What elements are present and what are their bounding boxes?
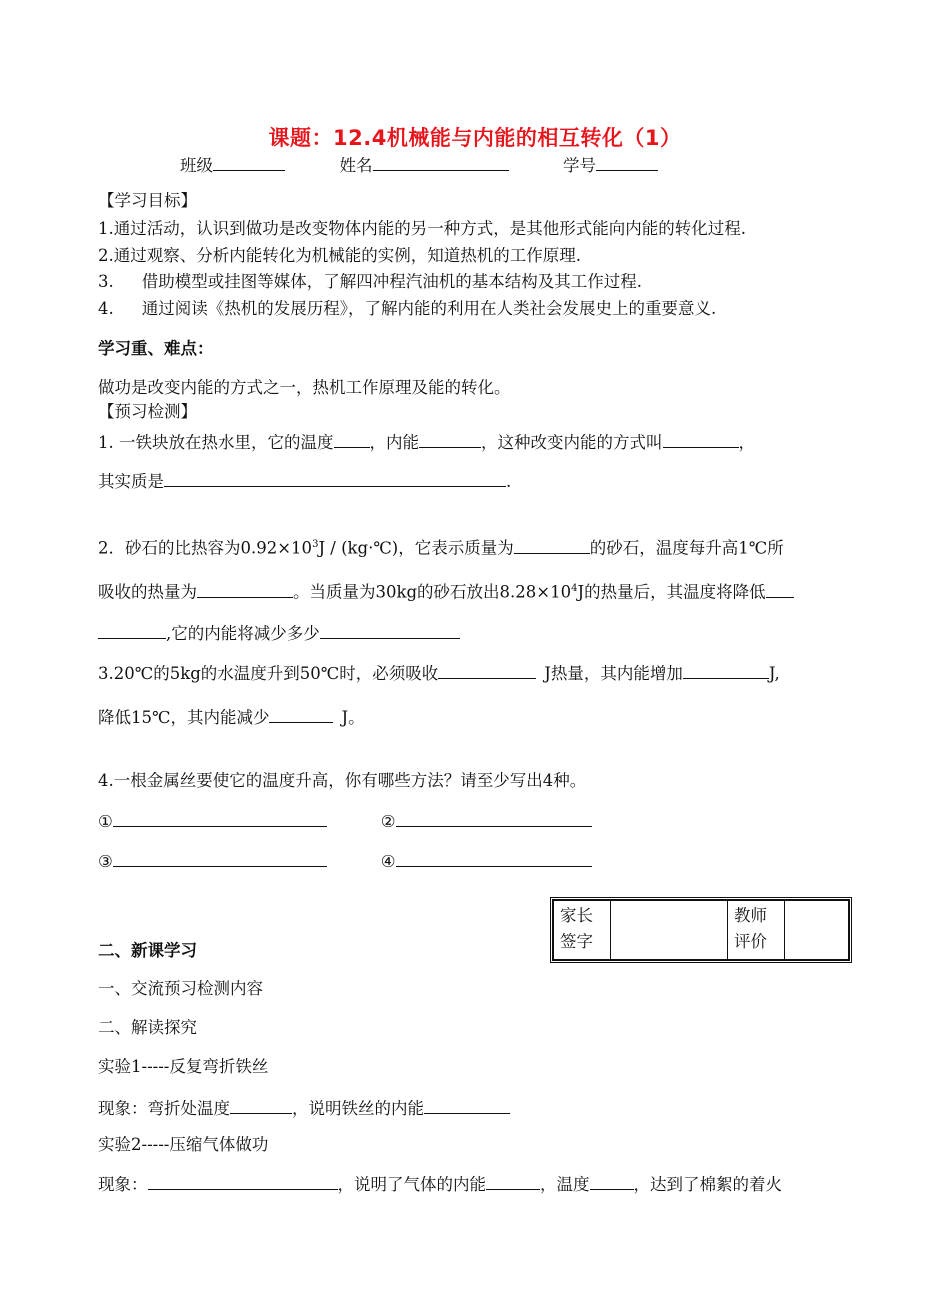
q2-text-a: 2．砂石的比热容为0.92×10 — [98, 538, 313, 558]
exp2-text-d: ，达到了棉絮的着火 — [633, 1175, 782, 1194]
q1-blank-energy — [419, 430, 481, 448]
objective-4 — [98, 298, 716, 320]
q2-blank-drop-b — [98, 621, 166, 639]
class-blank — [213, 153, 285, 171]
question-2-line3 — [98, 621, 460, 645]
q2-text-d: 吸收的热量为 — [98, 582, 197, 602]
q1-blank-method — [663, 430, 739, 448]
q3-text-d: 降低15℃，其内能减少 — [98, 708, 270, 727]
experiment-2-title: 实验2-----压缩气体做功 — [98, 1135, 269, 1154]
method-blank-4 — [396, 849, 592, 867]
exp1-text-a: 现象：弯折处温度 — [98, 1099, 230, 1118]
exp2-blank-phenomenon — [148, 1172, 338, 1190]
q2-exp-1: 3 — [312, 539, 319, 550]
q2-blank-heat — [197, 580, 293, 598]
q2-text-c: 的砂石，温度每升高1℃所 — [589, 538, 784, 558]
q1-blank-temp — [334, 430, 370, 448]
signature-table — [550, 897, 852, 963]
question-1-line1 — [98, 430, 755, 454]
method-blank-1 — [113, 809, 327, 827]
question-3-line1 — [98, 661, 780, 685]
objective-3 — [98, 271, 642, 293]
q2-blank-decrease — [320, 621, 460, 639]
method-row-2 — [98, 849, 592, 873]
exp1-blank-energy — [424, 1096, 510, 1114]
number-blank — [596, 153, 658, 171]
method-mark-2: ② — [380, 812, 396, 831]
q3-blank-decrease — [269, 705, 333, 723]
q1-text-c: ，这种改变内能的方式叫 — [481, 433, 663, 452]
objective-3-text: 借助模型或挂图等媒体，了解四冲程汽油机的基本结构及其工作过程. — [141, 272, 642, 291]
teacher-evaluation-label — [728, 901, 785, 960]
teacher-label-2: 评价 — [734, 932, 767, 951]
method-row-1 — [98, 809, 592, 833]
objective-2: 2.通过观察、分析内能转化为机械能的实例，知道热机的工作原理. — [98, 246, 581, 265]
question-4: 4.一根金属丝要使它的温度升高，你有哪些方法？请至少写出4种。 — [98, 771, 587, 790]
page-title: 课题：12.4机械能与内能的相互转化（1） — [268, 126, 682, 150]
section-exchange: 一、交流预习检测内容 — [98, 979, 263, 998]
objective-1: 1.通过活动，认识到做功是改变物体内能的另一种方式，是其他形式能向内能的转化过程. — [98, 219, 746, 238]
q3-text-c: J, — [768, 664, 780, 683]
q3-blank-absorb — [438, 661, 536, 679]
name-blank — [373, 153, 509, 171]
parent-label-1: 家长 — [560, 906, 593, 925]
teacher-evaluation-cell — [785, 901, 849, 960]
q3-text-e: J。 — [341, 708, 365, 727]
exp2-text-b: ，说明了气体的内能 — [337, 1175, 486, 1194]
q1-text-e: 其实质是 — [98, 472, 164, 491]
exp2-blank-temp — [590, 1172, 634, 1190]
experiment-1-phenomenon — [98, 1096, 510, 1120]
experiment-1-title: 实验1-----反复弯折铁丝 — [98, 1057, 269, 1076]
objectives-heading: 【学习目标】 — [98, 191, 197, 210]
exp2-text-c: ，温度 — [540, 1175, 590, 1194]
q2-text-f: J的热量后，其温度将降低 — [577, 582, 766, 602]
q3-text-a: 3.20℃的5kg的水温度升到50℃时，必须吸收 — [98, 664, 439, 683]
q1-text-f: . — [506, 472, 512, 491]
section-explore: 二、解读探究 — [98, 1018, 197, 1037]
student-info-row — [180, 153, 658, 177]
method-mark-3: ③ — [98, 852, 113, 871]
q3-blank-increase — [683, 661, 769, 679]
question-3-line2 — [98, 705, 365, 729]
q2-blank-drop-a — [766, 580, 794, 598]
question-1-line2 — [98, 469, 511, 493]
q3-text-b: J热量，其内能增加 — [544, 664, 683, 683]
q2-blank-mass — [514, 536, 590, 554]
q2-text-b: J / (kg·℃)，它表示质量为 — [318, 538, 514, 558]
parent-signature-cell — [611, 901, 728, 960]
objective-4-text: 通过阅读《热机的发展历程》，了解内能的利用在人类社会发展史上的重要意义. — [141, 299, 717, 318]
key-points-heading: 学习重、难点： — [98, 339, 214, 358]
parent-signature-label — [554, 901, 611, 960]
exp2-blank-energy — [486, 1172, 540, 1190]
parent-label-2: 签字 — [560, 932, 593, 951]
q1-text-b: ，内能 — [369, 433, 419, 452]
exp2-text-a: 现象： — [98, 1175, 148, 1194]
q1-blank-essence — [164, 469, 506, 487]
number-label: 学号 — [563, 156, 596, 175]
q2-text-g: ,它的内能将减少多少 — [166, 624, 320, 643]
experiment-2-phenomenon — [98, 1172, 782, 1196]
method-blank-2 — [396, 809, 592, 827]
method-mark-4: ④ — [380, 852, 396, 871]
question-2-line1 — [98, 534, 784, 560]
question-2-line2 — [98, 578, 794, 604]
name-label: 姓名 — [339, 156, 373, 175]
q2-text-e: 。当质量为30kg的砂石放出8.28×10 — [293, 582, 572, 602]
q1-text-d: ， — [738, 433, 755, 452]
objective-4-num: 4. — [98, 299, 114, 318]
q1-text-a: 1. 一铁块放在热水里，它的温度 — [98, 433, 334, 452]
exp1-text-b: ，说明铁丝的内能 — [292, 1099, 424, 1118]
method-mark-1: ① — [98, 812, 113, 831]
teacher-label-1: 教师 — [734, 906, 767, 925]
objective-3-num: 3. — [98, 272, 114, 291]
class-label: 班级 — [180, 156, 213, 175]
new-lesson-heading: 二、新课学习 — [98, 941, 197, 960]
q2-exp-2: 4 — [571, 583, 578, 594]
method-blank-3 — [113, 849, 327, 867]
key-points-text: 做功是改变内能的方式之一，热机工作原理及能的转化。 — [98, 378, 511, 397]
exp1-blank-temp — [230, 1096, 292, 1114]
preview-heading: 【预习检测】 — [98, 402, 197, 421]
